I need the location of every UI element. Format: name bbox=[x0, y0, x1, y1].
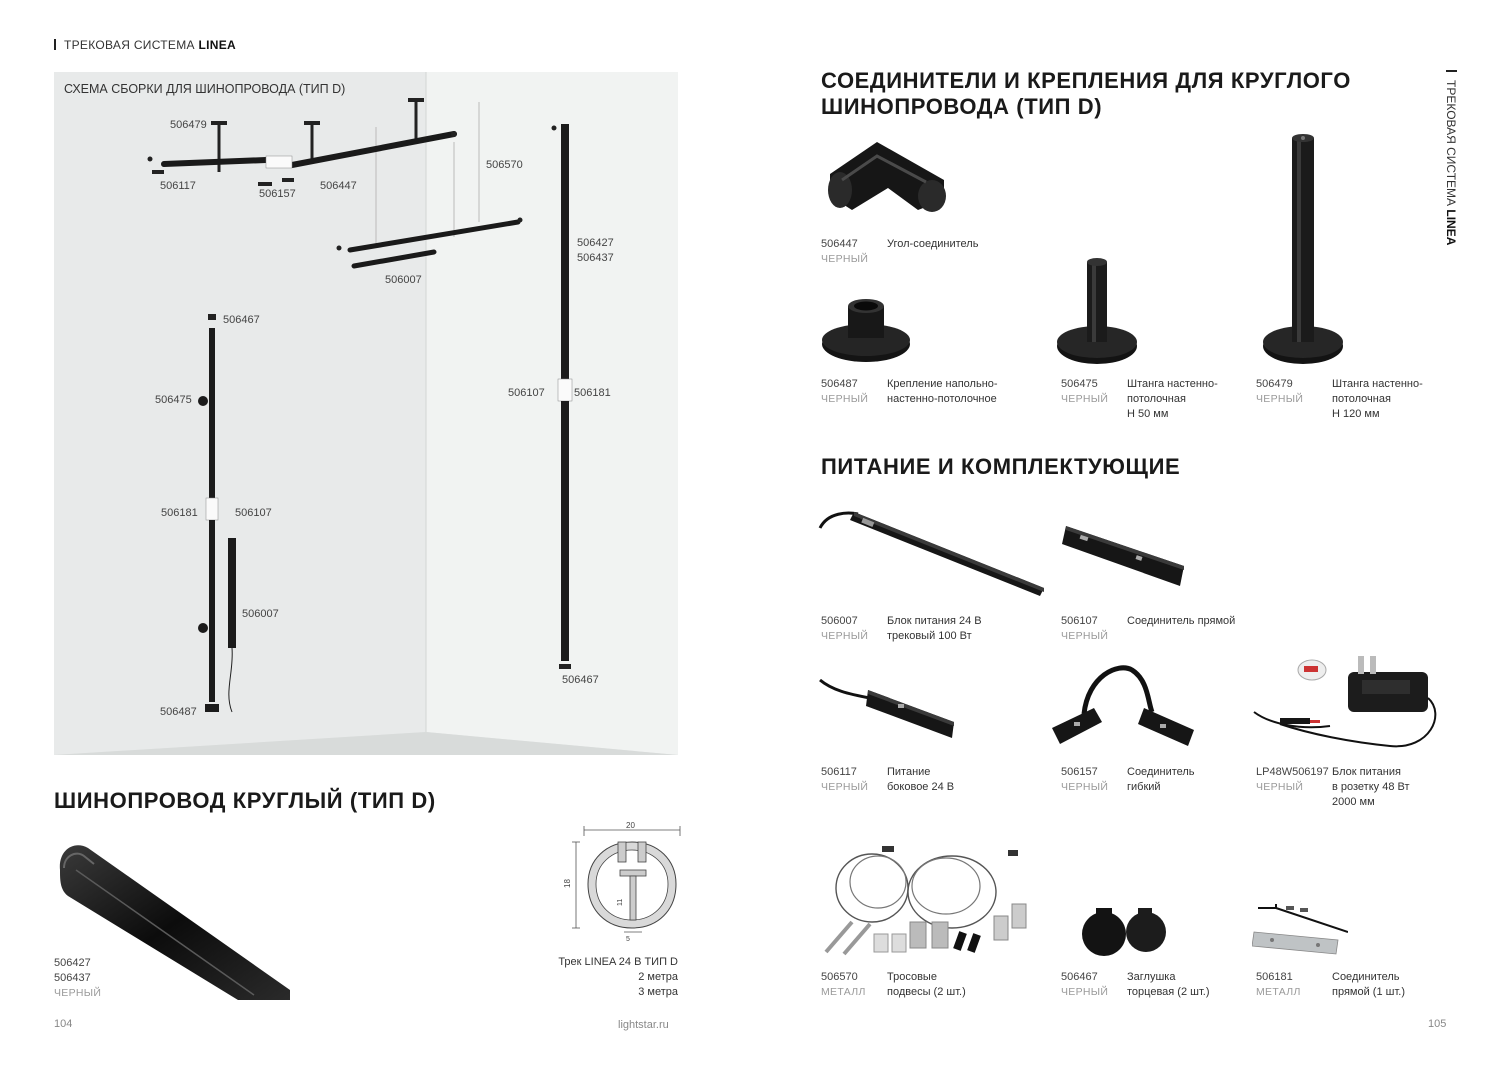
desc-line: Соединитель bbox=[1332, 971, 1400, 983]
product-desc bbox=[887, 614, 982, 644]
desc-line: потолочная bbox=[1127, 393, 1186, 405]
product-desc bbox=[1127, 765, 1195, 795]
desc-line: Заглушка bbox=[1127, 971, 1176, 983]
desc-line: H 50 мм bbox=[1127, 408, 1169, 420]
running-head-bar bbox=[1446, 70, 1457, 72]
product-finish: ЧЕРНЫЙ bbox=[1061, 986, 1109, 998]
diagram-label: 506181 bbox=[161, 507, 198, 519]
desc-line: трековый 100 Вт bbox=[887, 630, 972, 642]
product-code: 506487 bbox=[821, 378, 858, 390]
desc-line: подвесы (2 шт.) bbox=[887, 986, 966, 998]
assembly-diagram-drawing bbox=[54, 72, 678, 755]
product-info bbox=[821, 614, 868, 644]
product-desc bbox=[1127, 970, 1210, 1000]
product-code: 506475 bbox=[1061, 378, 1098, 390]
running-head-prefix: ТРЕКОВАЯ СИСТЕМА bbox=[64, 38, 195, 52]
desc-line: гибкий bbox=[1127, 781, 1161, 793]
product-info bbox=[1256, 970, 1301, 1000]
product-code: 506181 bbox=[1256, 971, 1293, 983]
desc-line: настенно-потолочное bbox=[887, 393, 997, 405]
product-code: 506157 bbox=[1061, 766, 1098, 778]
product-code: LP48W506197 bbox=[1256, 766, 1329, 778]
page-number-left: 104 bbox=[54, 1018, 73, 1030]
desc-line: прямой (1 шт.) bbox=[1332, 986, 1405, 998]
product-finish: ЧЕРНЫЙ bbox=[821, 393, 869, 405]
product-info bbox=[821, 970, 866, 1000]
product-finish: ЧЕРНЫЙ bbox=[54, 987, 102, 999]
straight-connector-image bbox=[1060, 520, 1188, 592]
side-power-image bbox=[818, 672, 958, 748]
power-supply-track-image bbox=[818, 504, 1048, 604]
product-code: 506007 bbox=[821, 615, 858, 627]
product-finish: ЧЕРНЫЙ bbox=[1061, 393, 1109, 405]
section-connectors-title bbox=[821, 68, 1351, 120]
product-finish: ЧЕРНЫЙ bbox=[821, 781, 869, 793]
diagram-label: 506467 bbox=[223, 314, 260, 326]
product-code: 506107 bbox=[1061, 615, 1098, 627]
product-info bbox=[1061, 377, 1108, 407]
product-finish: МЕТАЛЛ bbox=[821, 986, 866, 998]
product-info bbox=[1256, 377, 1303, 407]
product-code: 506479 bbox=[1256, 378, 1293, 390]
product-code: 506427 bbox=[54, 957, 91, 969]
profile-dim-height: 18 bbox=[563, 879, 572, 888]
diagram-label: 506475 bbox=[155, 394, 192, 406]
diagram-label: 506447 bbox=[320, 180, 357, 192]
product-code: 506117 bbox=[821, 766, 857, 778]
flexible-connector-image bbox=[1048, 662, 1198, 754]
track-caption bbox=[518, 955, 678, 1000]
diagram-label: 506427 bbox=[577, 237, 614, 249]
desc-line: Блок питания 24 В bbox=[887, 615, 982, 627]
profile-dim-inner-w: 5 bbox=[626, 936, 630, 943]
desc-line: Штанга настенно- bbox=[1332, 378, 1423, 390]
desc-line: Блок питания bbox=[1332, 766, 1401, 778]
product-code: 506437 bbox=[54, 972, 91, 984]
caption-line: Трек LINEA 24 В ТИП D bbox=[558, 956, 678, 968]
product-desc bbox=[887, 970, 966, 1000]
product-info bbox=[821, 377, 868, 407]
vertical-running-head bbox=[1444, 70, 1460, 270]
rod-120-image bbox=[1262, 132, 1344, 370]
desc-line: Питание bbox=[887, 766, 931, 778]
diagram-label: 506479 bbox=[170, 119, 207, 131]
diagram-title: СХЕМА СБОРКИ ДЛЯ ШИНОПРОВОДА (ТИП D) bbox=[64, 82, 346, 96]
straight-metal-connector-image bbox=[1252, 902, 1348, 958]
running-head-bar bbox=[54, 39, 56, 50]
desc-line: Штанга настенно- bbox=[1127, 378, 1218, 390]
product-finish: ЧЕРНЫЙ bbox=[821, 253, 869, 265]
desc-line: Тросовые bbox=[887, 971, 937, 983]
site-url: lightstar.ru bbox=[618, 1019, 669, 1031]
product-finish: ЧЕРНЫЙ bbox=[1061, 630, 1109, 642]
product-desc bbox=[1332, 970, 1405, 1000]
product-code: 506447 bbox=[821, 238, 858, 250]
product-finish: ЧЕРНЫЙ bbox=[1061, 781, 1109, 793]
product-finish: ЧЕРНЫЙ bbox=[1256, 781, 1304, 793]
page-number-right: 105 bbox=[1428, 1018, 1447, 1030]
running-head-brand: LINEA bbox=[1444, 209, 1458, 246]
diagram-label: 506107 bbox=[508, 387, 545, 399]
diagram-label: 506007 bbox=[242, 608, 279, 620]
desc-line: Соединитель bbox=[1127, 766, 1195, 778]
desc-line: Соединитель прямой bbox=[1127, 615, 1236, 627]
product-info bbox=[1061, 970, 1108, 1000]
product-code: 506467 bbox=[1061, 971, 1098, 983]
product-desc bbox=[1332, 765, 1410, 810]
caption-line: 3 метра bbox=[638, 986, 678, 998]
product-desc bbox=[887, 237, 978, 252]
product-finish: МЕТАЛЛ bbox=[1256, 986, 1301, 998]
assembly-diagram bbox=[54, 72, 678, 755]
desc-line: 2000 мм bbox=[1332, 796, 1375, 808]
product-info bbox=[1061, 765, 1108, 795]
plug-power-supply-image bbox=[1250, 654, 1444, 758]
product-desc bbox=[1127, 614, 1235, 629]
section-title-line: СОЕДИНИТЕЛИ И КРЕПЛЕНИЯ ДЛЯ КРУГЛОГО bbox=[821, 68, 1351, 93]
profile-dim-width: 20 bbox=[626, 821, 635, 830]
diagram-label: 506437 bbox=[577, 252, 614, 264]
desc-line: H 120 мм bbox=[1332, 408, 1380, 420]
diagram-label: 506157 bbox=[259, 188, 296, 200]
running-head-left bbox=[54, 38, 236, 52]
running-head-brand: LINEA bbox=[198, 38, 236, 52]
product-desc bbox=[1332, 377, 1423, 422]
diagram-label: 506007 bbox=[385, 274, 422, 286]
product-finish: ЧЕРНЫЙ bbox=[1256, 393, 1304, 405]
mount-base-image bbox=[820, 296, 912, 366]
diagram-label: 506117 bbox=[160, 180, 196, 192]
cable-suspension-image bbox=[822, 842, 1038, 958]
track-section-title: ШИНОПРОВОД КРУГЛЫЙ (ТИП D) bbox=[54, 788, 436, 813]
product-code: 506570 bbox=[821, 971, 858, 983]
diagram-label: 506107 bbox=[235, 507, 272, 519]
diagram-label: 506181 bbox=[574, 387, 611, 399]
track-product-info bbox=[54, 956, 101, 1001]
diagram-label: 506487 bbox=[160, 706, 197, 718]
product-info bbox=[821, 765, 868, 795]
caption-line: 2 метра bbox=[638, 971, 678, 983]
product-info bbox=[1061, 614, 1108, 644]
track-profile-drawing bbox=[560, 818, 682, 944]
diagram-label: 506467 bbox=[562, 674, 599, 686]
section-power-title: ПИТАНИЕ И КОМПЛЕКТУЮЩИЕ bbox=[821, 454, 1181, 479]
end-cap-image bbox=[1078, 904, 1170, 958]
desc-line: потолочная bbox=[1332, 393, 1391, 405]
diagram-label: 506570 bbox=[486, 159, 523, 171]
desc-line: торцевая (2 шт.) bbox=[1127, 986, 1210, 998]
product-desc bbox=[887, 765, 954, 795]
running-head-prefix: ТРЕКОВАЯ СИСТЕМА bbox=[1444, 80, 1458, 207]
corner-connector-image bbox=[822, 134, 952, 224]
product-info bbox=[821, 237, 868, 267]
rod-50-image bbox=[1056, 256, 1138, 368]
product-info bbox=[1256, 765, 1329, 795]
product-desc bbox=[1127, 377, 1218, 422]
desc-line: Крепление напольно- bbox=[887, 378, 998, 390]
section-title-line: ШИНОПРОВОДА (ТИП D) bbox=[821, 94, 1103, 119]
product-desc bbox=[887, 377, 998, 407]
desc-line: в розетку 48 Вт bbox=[1332, 781, 1410, 793]
desc-line: боковое 24 В bbox=[887, 781, 955, 793]
product-finish: ЧЕРНЫЙ bbox=[821, 630, 869, 642]
profile-dim-inner-h: 11 bbox=[617, 898, 624, 906]
desc-line: Угол-соединитель bbox=[887, 238, 979, 250]
